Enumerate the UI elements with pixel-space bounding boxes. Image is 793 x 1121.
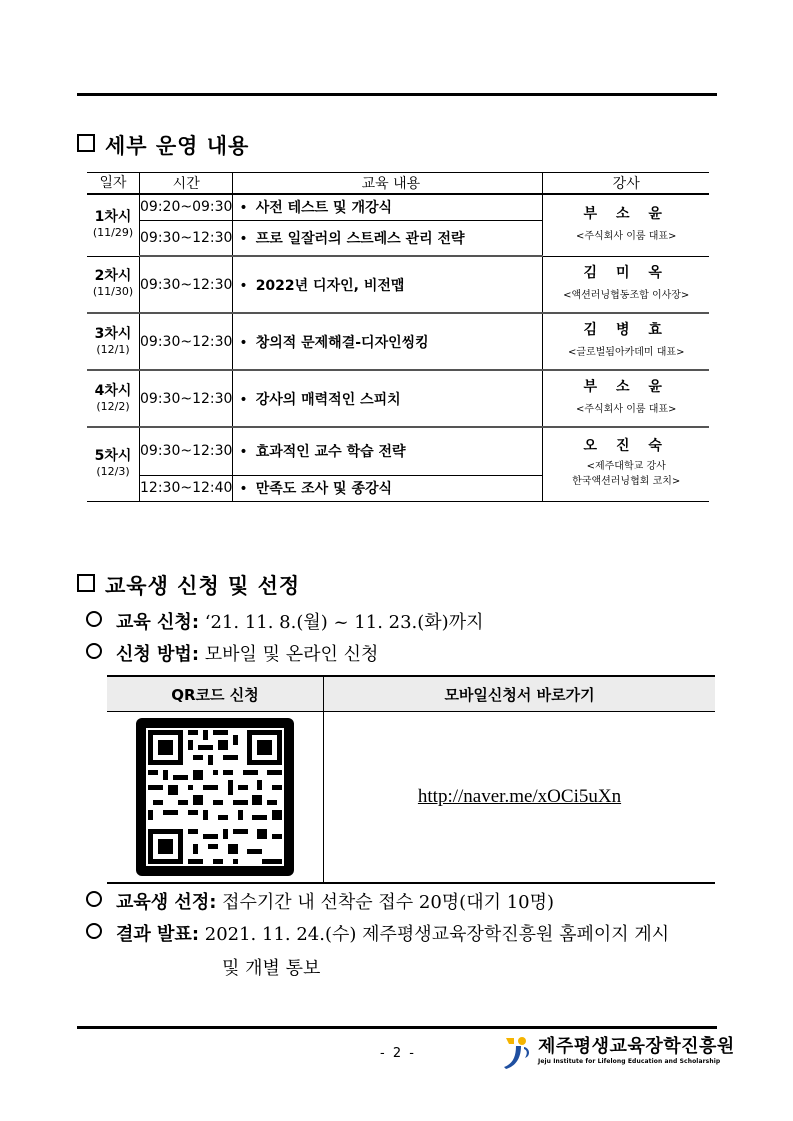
circle-bullet-icon <box>86 923 102 939</box>
session-instructor: 부 소 윤 <주식회사 이룸 대표> <box>543 194 709 256</box>
session-instructor: 부 소 윤 <주식회사 이룸 대표> <box>543 370 709 427</box>
org-name-korean: 제주평생교육장학진흥원 <box>538 1036 735 1057</box>
application-table <box>107 675 715 884</box>
org-logo <box>500 1034 735 1070</box>
list-item: 교육생 선정: 접수기간 내 선착순 접수 20명(대기 10명) <box>86 888 554 914</box>
table-row <box>87 313 709 370</box>
qr-code-icon[interactable] <box>136 718 294 876</box>
circle-bullet-icon <box>86 611 102 627</box>
session-instructor: 김 병 효 <글로벌됨아카데미 대표> <box>543 313 709 370</box>
session-content: • 사전 테스트 및 개강식 <box>233 194 543 220</box>
list-item: 교육 신청: ‘21. 11. 8.(월) ~ 11. 23.(화)까지 <box>86 608 483 634</box>
table-row <box>87 194 709 220</box>
header-mobile-link: 모바일신청서 바로가기 <box>324 676 716 712</box>
qr-cell <box>107 712 324 884</box>
link-cell <box>324 712 716 884</box>
mobile-application-link[interactable]: http://naver.me/xOCi5uXn <box>417 786 622 807</box>
session-day: 2차시 (11/30) <box>87 256 140 313</box>
session-content: • 강사의 매력적인 스피치 <box>233 370 543 427</box>
session-instructor: 김 미 옥 <액션러닝협동조합 이사장> <box>543 256 709 313</box>
session-day: 5차시 (12/3) <box>87 427 140 501</box>
session-instructor: 오 진 숙 <제주대학교 강사 한국액션러닝협회 코치> <box>543 427 709 501</box>
header-day: 일자 <box>87 173 140 195</box>
table-row <box>87 370 709 427</box>
header-content: 교육 내용 <box>233 173 543 195</box>
list-item-continuation: 및 개별 통보 <box>222 958 321 979</box>
session-time: 12:30~12:40 <box>140 475 233 501</box>
square-bullet-icon <box>77 134 95 152</box>
table-row <box>87 256 709 313</box>
schedule-header-row <box>87 173 709 195</box>
table-row <box>87 427 709 475</box>
session-day: 4차시 (12/2) <box>87 370 140 427</box>
header-time: 시간 <box>140 173 233 195</box>
session-time: 09:30~12:30 <box>140 427 233 475</box>
square-bullet-icon <box>77 574 95 592</box>
session-content: • 효과적인 교수 학습 전략 <box>233 427 543 475</box>
session-content: • 만족도 조사 및 종강식 <box>233 475 543 501</box>
session-time: 09:30~12:30 <box>140 220 233 256</box>
jeju-institute-logo-icon <box>500 1034 534 1070</box>
section-title-application: 교육생 신청 및 선정 <box>77 570 300 600</box>
session-time: 09:20~09:30 <box>140 194 233 220</box>
session-time: 09:30~12:30 <box>140 313 233 370</box>
session-day: 3차시 (12/1) <box>87 313 140 370</box>
session-time: 09:30~12:30 <box>140 256 233 313</box>
list-item: 결과 발표: 2021. 11. 24.(수) 제주평생교육장학진흥원 홈페이지 게시 <box>86 920 669 946</box>
org-name-english: Jeju Institute for Lifelong Education and Scholarship <box>538 1058 721 1065</box>
section-title-schedule: 세부 운영 내용 <box>77 130 249 160</box>
list-item: 신청 방법: 모바일 및 온라인 신청 <box>86 640 378 666</box>
session-content: • 2022년 디자인, 비전맵 <box>233 256 543 313</box>
bottom-rule <box>77 1026 717 1029</box>
header-qr: QR코드 신청 <box>107 676 324 712</box>
circle-bullet-icon <box>86 643 102 659</box>
page-number: - 2 - <box>380 1046 416 1061</box>
schedule-table <box>87 172 709 502</box>
session-content: • 프로 일잘러의 스트레스 관리 전략 <box>233 220 543 256</box>
session-time: 09:30~12:30 <box>140 370 233 427</box>
session-day: 1차시 (11/29) <box>87 194 140 256</box>
header-instructor: 강사 <box>543 173 709 195</box>
circle-bullet-icon <box>86 891 102 907</box>
top-rule <box>77 93 717 96</box>
session-content: • 창의적 문제해결-디자인씽킹 <box>233 313 543 370</box>
